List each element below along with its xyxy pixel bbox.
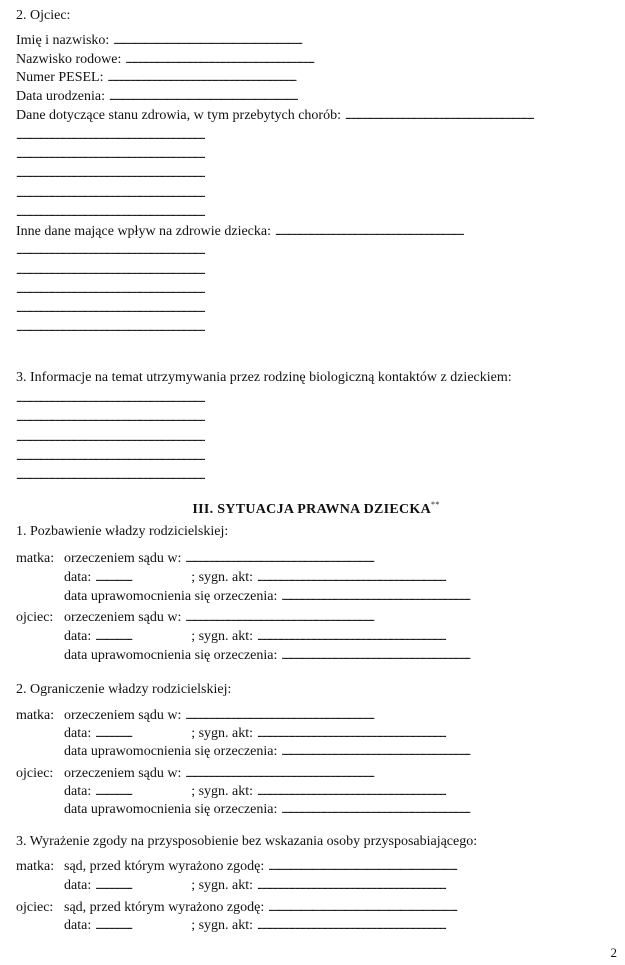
dotted-line[interactable]	[16, 466, 616, 485]
deprivation-mother-court[interactable]: matka: orzeczeniem sądu w: . . .	[16, 549, 616, 568]
limitation-mother-validity[interactable]: data uprawomocnienia się orzeczenia: . . .	[64, 742, 616, 761]
deprivation-heading: 1. Pozbawienie władzy rodzicielskiej:	[16, 524, 229, 539]
consent-heading: 3. Wyrażenie zgody na przysposobienie bez wskazania osoby przysposabiającego:	[16, 834, 478, 849]
limitation-mother-date[interactable]: data: . . . ; sygn. akt: . . .	[64, 724, 616, 743]
dotted-line[interactable]	[16, 184, 616, 203]
dotted-line[interactable]	[16, 261, 616, 280]
deprivation-father-date[interactable]: data: . . . ; sygn. akt: . . .	[64, 627, 616, 646]
deprivation-father-validity[interactable]: data uprawomocnienia się orzeczenia: . . .	[64, 646, 616, 665]
father-family-name-field[interactable]: Nazwisko rodowe: . . .	[16, 50, 616, 69]
section-title: III. SYTUACJA PRAWNA DZIECKA**	[192, 500, 440, 517]
page-number: 2	[610, 945, 617, 960]
dotted-line	[113, 31, 616, 50]
limitation-heading: 2. Ograniczenie władzy rodzicielskiej:	[16, 682, 232, 697]
form-page	[16, 0, 616, 965]
deprivation-father-court[interactable]: ojciec: orzeczeniem sądu w: . . .	[16, 608, 616, 627]
father-other-data-field[interactable]: Inne dane mające wpływ na zdrowie dziecka: . . .	[16, 222, 616, 241]
dotted-line[interactable]	[16, 203, 616, 222]
footnote-mark: **	[431, 500, 440, 509]
consent-mother-date[interactable]: data: . . . ; sygn. akt: . . .	[64, 876, 616, 895]
dotted-line[interactable]	[16, 241, 616, 260]
dotted-line[interactable]	[16, 318, 616, 337]
dotted-line[interactable]	[16, 447, 616, 466]
dotted-line[interactable]	[16, 126, 616, 145]
deprivation-mother-validity[interactable]: data uprawomocnienia się orzeczenia: . . .	[64, 587, 616, 606]
father-pesel-field[interactable]: Numer PESEL: . . .	[16, 68, 616, 87]
dotted-line[interactable]	[16, 145, 616, 164]
dotted-line[interactable]	[16, 299, 616, 318]
limitation-father-validity[interactable]: data uprawomocnienia się orzeczenia: . . .	[64, 800, 616, 819]
contacts-heading: 3. Informacje na temat utrzymywania przez rodzinę biologiczną kontaktów z dzieckiem:	[16, 370, 512, 385]
dotted-line[interactable]	[16, 428, 616, 447]
deprivation-mother-date[interactable]: data: . . . ; sygn. akt: . . .	[64, 568, 616, 587]
father-heading: 2. Ojciec:	[16, 8, 71, 23]
limitation-father-date[interactable]: data: . . . ; sygn. akt: . . .	[64, 782, 616, 801]
father-name-field[interactable]: Imię i nazwisko: . . .	[16, 31, 616, 50]
limitation-father-court[interactable]: ojciec: orzeczeniem sądu w: . . .	[16, 764, 616, 783]
consent-father-date[interactable]: data: . . . ; sygn. akt: . . .	[64, 916, 616, 935]
limitation-mother-court[interactable]: matka: orzeczeniem sądu w: . . .	[16, 706, 616, 725]
dotted-line[interactable]	[16, 408, 616, 427]
consent-father-court[interactable]: ojciec: sąd, przed którym wyrażono zgodę: . . .	[16, 898, 616, 917]
father-birthdate-field[interactable]: Data urodzenia: . . .	[16, 87, 616, 106]
dotted-line[interactable]	[16, 280, 616, 299]
dotted-line[interactable]	[16, 164, 616, 183]
dotted-line[interactable]	[16, 389, 616, 408]
consent-mother-court[interactable]: matka: sąd, przed którym wyrażono zgodę: . . .	[16, 857, 616, 876]
father-health-field[interactable]: Dane dotyczące stanu zdrowia, w tym przebytych chorób: . . .	[16, 106, 616, 125]
